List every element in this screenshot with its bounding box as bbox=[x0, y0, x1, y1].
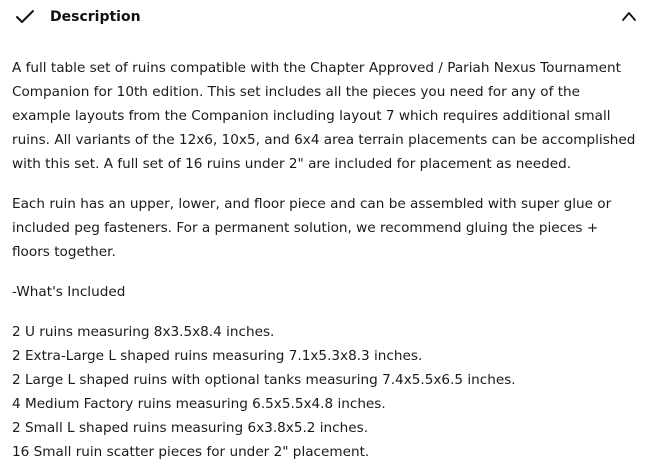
included-heading bbox=[12, 280, 638, 304]
paragraph-line: Companion for 10th edition. This set includes all the pieces you need for any of the bbox=[12, 84, 581, 100]
paragraph-line: floors together. bbox=[12, 244, 116, 260]
list-item: 2 U ruins measuring 8x3.5x8.4 inches. bbox=[12, 324, 275, 340]
paragraph-line: ruins. All variants of the 12x6, 10x5, and 6x4 area terrain placements can be accomplished bbox=[12, 132, 636, 148]
paragraph-line: included peg fasteners. For a permanent solution, we recommend gluing the pieces + bbox=[12, 220, 599, 236]
included-list bbox=[12, 320, 638, 464]
paragraph-line: with this set. A full set of 16 ruins under 2" are included for placement as needed. bbox=[12, 156, 572, 172]
list-item: 2 Small L shaped ruins measuring 6x3.8x5.2 inches. bbox=[12, 420, 369, 436]
description-paragraph-2 bbox=[12, 192, 638, 264]
description-paragraph-1 bbox=[12, 56, 638, 176]
paragraph-line: A full table set of ruins compatible with the Chapter Approved / Pariah Nexus Tournament bbox=[12, 60, 621, 76]
list-item: 16 Small ruin scatter pieces for under 2" placement. bbox=[12, 444, 370, 460]
description-content bbox=[12, 56, 638, 464]
list-item: 4 Medium Factory ruins measuring 6.5x5.5x4.8 inches. bbox=[12, 396, 386, 412]
list-item: 2 Extra-Large L shaped ruins measuring 7.1x5.3x8.3 inches. bbox=[12, 348, 423, 364]
description-accordion-header[interactable] bbox=[0, 0, 648, 34]
list-item: 2 Large L shaped ruins with optional tanks measuring 7.4x5.5x6.5 inches. bbox=[12, 372, 516, 388]
paragraph-line: example layouts from the Companion including layout 7 which requires additional small bbox=[12, 108, 611, 124]
paragraph-line: Each ruin has an upper, lower, and floor piece and can be assembled with super glue or bbox=[12, 196, 612, 212]
accordion-title: Description bbox=[50, 9, 141, 25]
check-icon bbox=[15, 9, 35, 25]
chevron-up-icon[interactable] bbox=[621, 10, 637, 22]
included-heading-text: -What's Included bbox=[12, 284, 126, 300]
